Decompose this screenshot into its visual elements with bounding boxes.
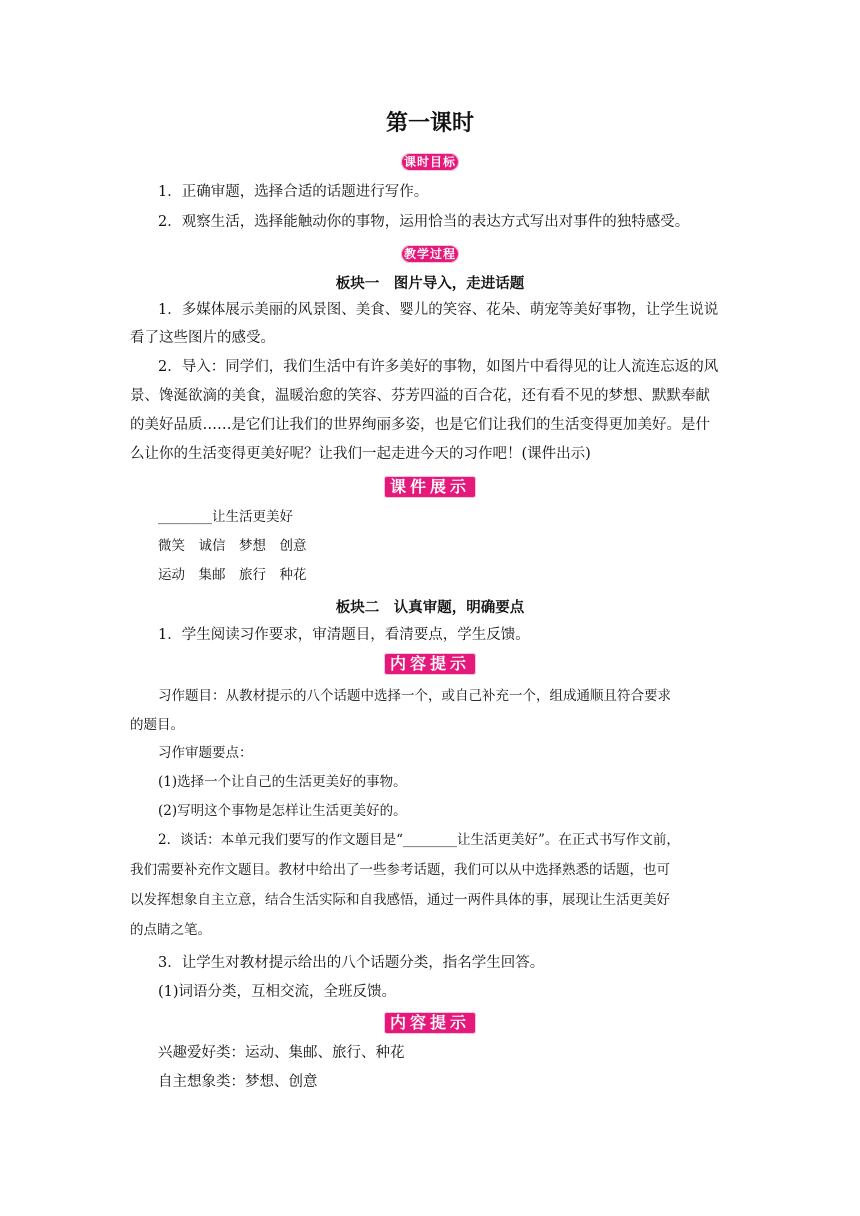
section2-p3-sub: (1)词语分类，互相交流，全班反馈。 — [158, 984, 397, 1000]
goal-badge: 课时目标 — [401, 153, 459, 171]
goal-badge-row — [0, 151, 860, 171]
courseware-topics-row2: 运动 集邮 旅行 种花 — [158, 567, 307, 583]
section2-p1: 1．学生阅读习作要求，审清题目，看清要点，学生反馈。 — [158, 627, 530, 643]
talk-line1: 2．谈话：本单元我们要写的作文题目是“________让生活更美好”。在正式书写作文前， — [158, 832, 680, 848]
process-badge-row — [0, 243, 860, 263]
section1-p2-line1: 2．导入：同学们，我们生活中有许多美好的事物，如图片中看得见的让人流连忘返的风 — [158, 359, 719, 375]
courseware-blank-title: ________让生活更美好 — [158, 509, 293, 525]
goal-item-2: 2．观察生活，选择能触动你的事物，运用恰当的表达方式写出对事件的独特感受。 — [158, 214, 690, 230]
section1-heading: 板块一 图片导入，走进话题 — [335, 276, 525, 292]
section1-p2-line3: 的美好品质……是它们让我们的世界绚丽多姿，也是它们让我们的生活变得更加美好。是什 — [130, 417, 710, 433]
courseware-badge: 课件展示 — [384, 476, 476, 498]
process-badge: 教学过程 — [401, 245, 459, 263]
writing-topic-line1: 习作题目：从教材提示的八个话题中选择一个，或自己补充一个，组成通顺且符合要求 — [158, 688, 671, 704]
section1-p1-line1: 1．多媒体展示美丽的风景图、美食、婴儿的笑容、花朵、萌宠等美好事物，让学生说说 — [158, 302, 719, 318]
section2-p3: 3．让学生对教材提示给出的八个话题分类，指名学生回答。 — [158, 955, 545, 971]
review-points-label: 习作审题要点： — [158, 745, 253, 761]
section1-p2-line2: 景、馋涎欲滴的美食，温暖治愈的笑容、芬芳四溢的百合花，还有看不见的梦想、默默奉献 — [130, 388, 710, 404]
category-imagination: 自主想象类：梦想、创意 — [158, 1074, 318, 1090]
writing-topic-line2: 的题目。 — [130, 717, 184, 733]
category-interest: 兴趣爱好类：运动、集邮、旅行、种花 — [158, 1045, 405, 1061]
talk-line3: 以发挥想象自主立意，结合生活实际和自我感悟，通过一两件具体的事，展现让生活更美好 — [130, 892, 670, 908]
goal-item-1: 1．正确审题，选择合适的话题进行写作。 — [158, 184, 429, 200]
page-title: 第一课时 — [385, 111, 474, 136]
content-hint-badge-1: 内容提示 — [384, 653, 476, 675]
talk-line4: 的点睛之笔。 — [130, 922, 211, 938]
courseware-topics-row1: 微笑 诚信 梦想 创意 — [158, 538, 307, 554]
courseware-badge-row — [0, 476, 860, 498]
section1-p2-line4: 么让你的生活变得更美好呢？让我们一起走进今天的习作吧！(课件出示) — [130, 446, 591, 462]
content-badge-row-1 — [0, 653, 860, 675]
review-point-1: (1)选择一个让自己的生活更美好的事物。 — [158, 774, 407, 790]
talk-line2: 我们需要补充作文题目。教材中给出了一些参考话题，我们可以从中选择熟悉的话题，也可 — [130, 862, 670, 878]
review-point-2: (2)写明这个事物是怎样让生活更美好的。 — [158, 803, 407, 819]
section2-heading: 板块二 认真审题，明确要点 — [335, 600, 525, 616]
content-hint-badge-2: 内容提示 — [384, 1012, 476, 1034]
section1-p1-line2: 看了这些图片的感受。 — [130, 330, 275, 346]
content-badge-row-2 — [0, 1012, 860, 1034]
